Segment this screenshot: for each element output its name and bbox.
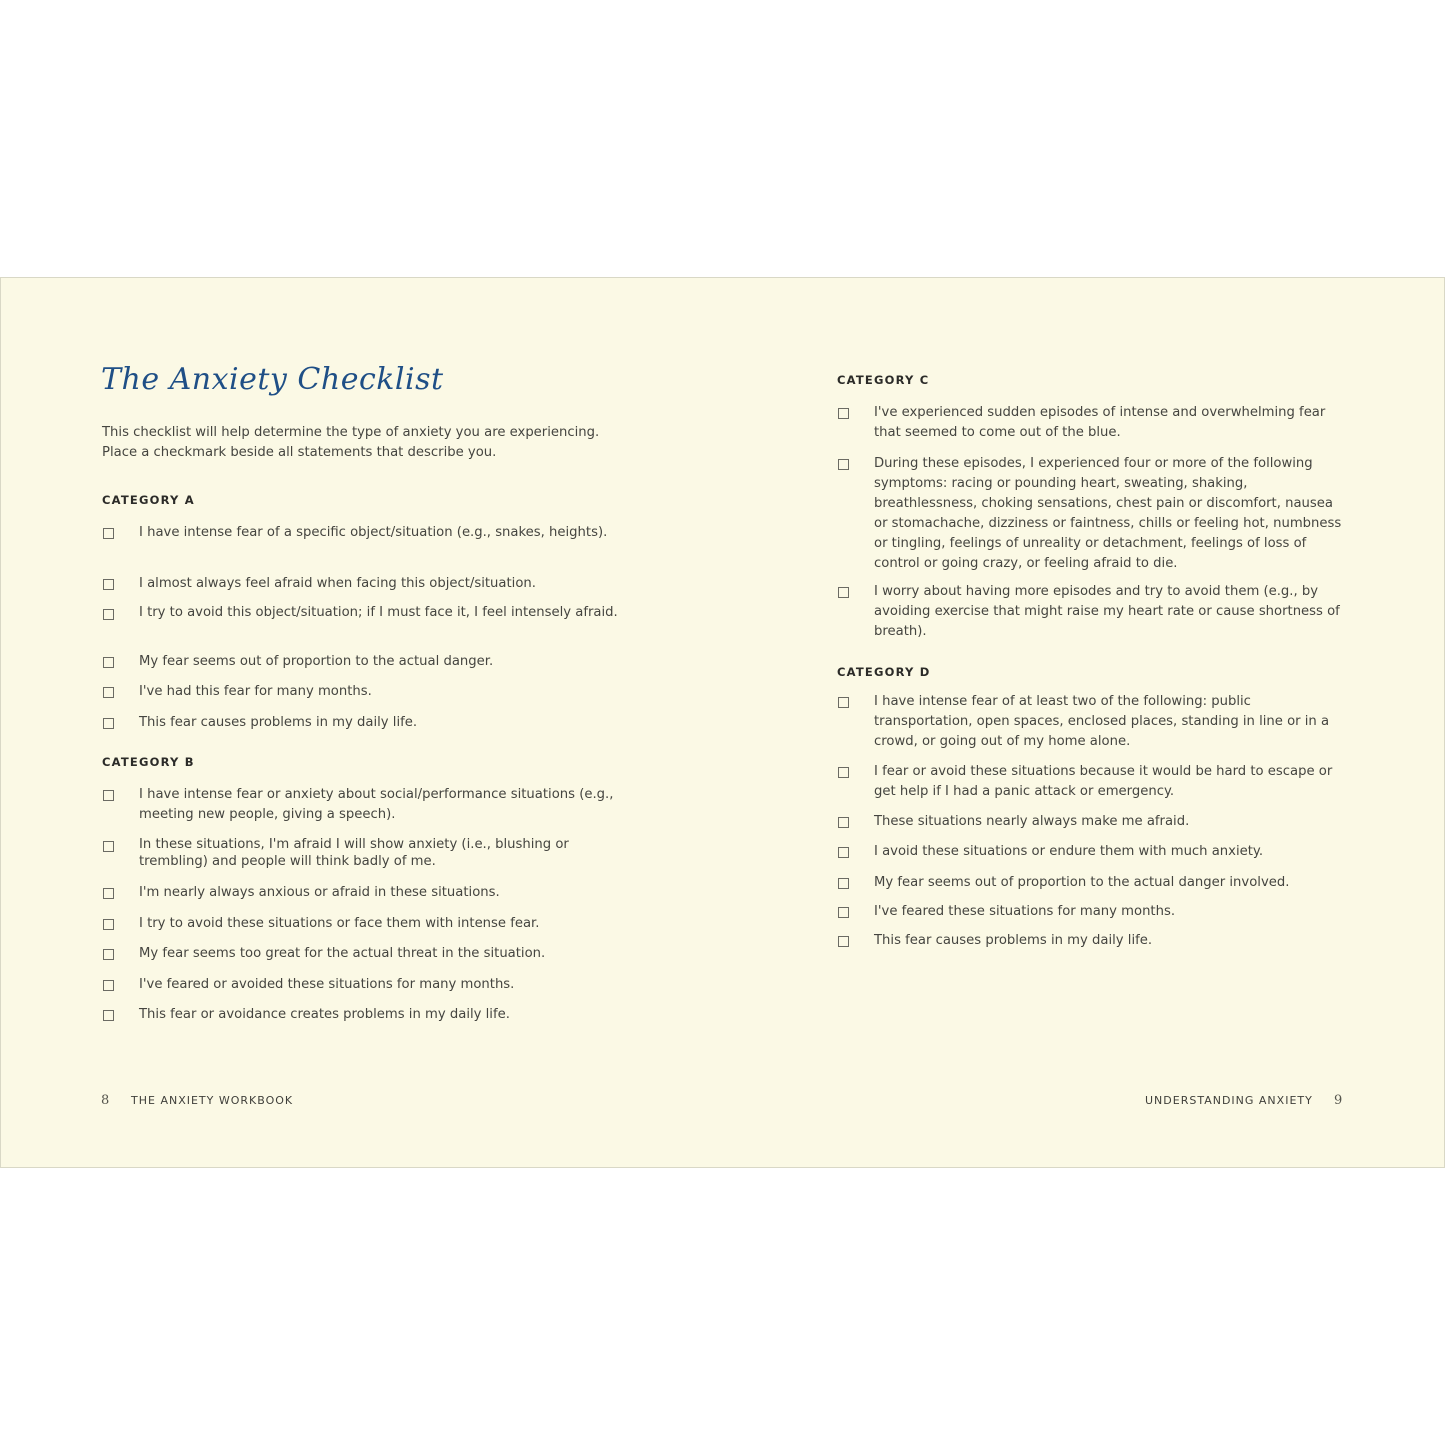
checkbox[interactable] — [103, 980, 114, 991]
checkbox[interactable] — [838, 408, 849, 419]
checkbox[interactable] — [103, 888, 114, 899]
item-text: My fear seems too great for the actual threat in the situation. — [139, 946, 546, 961]
checkbox[interactable] — [103, 579, 114, 590]
category-c-heading: CATEGORY C — [837, 373, 930, 387]
checkbox[interactable] — [838, 847, 849, 858]
checkbox[interactable] — [103, 1010, 114, 1021]
checkbox[interactable] — [103, 718, 114, 729]
checkbox[interactable] — [838, 936, 849, 947]
checkbox[interactable] — [838, 697, 849, 708]
item-text: I avoid these situations or endure them with much anxiety. — [874, 844, 1264, 859]
page-number-left: 8 — [101, 1093, 110, 1108]
item-text: My fear seems out of proportion to the actual danger. — [139, 654, 494, 669]
item-text: I worry about having more episodes and try to avoid them (e.g., by avoiding exercise that might raise my heart rate or cause shortness of breath). — [874, 584, 1340, 639]
item-text: I have intense fear of a specific object/situation (e.g., snakes, heights). — [139, 525, 608, 540]
item-text: I try to avoid this object/situation; if I must face it, I feel intensely afraid. — [139, 605, 618, 620]
item-text: This fear or avoidance creates problems in my daily life. — [139, 1007, 510, 1022]
running-head-left: THE ANXIETY WORKBOOK — [131, 1094, 294, 1107]
intro-paragraph: This checklist will help determine the type of anxiety you are experiencing. Place a checkmark beside all statements that describe you. — [102, 425, 600, 460]
item-text: I'm nearly always anxious or afraid in these situations. — [139, 885, 500, 900]
page-title: The Anxiety Checklist — [101, 362, 444, 397]
item-text: I almost always feel afraid when facing this object/situation. — [139, 576, 536, 591]
checkbox[interactable] — [838, 817, 849, 828]
item-text: I've had this fear for many months. — [139, 684, 372, 699]
category-a-heading: CATEGORY A — [102, 493, 195, 507]
checkbox[interactable] — [103, 657, 114, 668]
item-text: During these episodes, I experienced four or more of the following symptoms: racing or pounding heart, sweating, shaking, breathlessness, choking sensations, chest pain or discomfort, nausea or stomachache, dizziness or faintness, chills or feeling hot, numbness or tingling, feelings of unreality or detachment, feelings of loss of control or going crazy, or feeling afraid to die. — [874, 456, 1342, 571]
item-text: I've experienced sudden episodes of intense and overwhelming fear that seemed to come out of the blue. — [874, 405, 1326, 440]
checkbox[interactable] — [103, 841, 114, 852]
item-text: I try to avoid these situations or face them with intense fear. — [139, 916, 540, 931]
checkbox[interactable] — [838, 587, 849, 598]
item-text: My fear seems out of proportion to the actual danger involved. — [874, 875, 1290, 890]
item-text: This fear causes problems in my daily life. — [874, 933, 1153, 948]
item-text: I have intense fear or anxiety about social/performance situations (e.g., meeting new people, giving a speech). — [139, 787, 614, 822]
checkbox[interactable] — [103, 949, 114, 960]
running-head-right: UNDERSTANDING ANXIETY — [1145, 1094, 1313, 1107]
item-text: This fear causes problems in my daily life. — [139, 715, 418, 730]
item-text: In these situations, I'm afraid I will show anxiety (i.e., blushing or trembling) and people will think badly of me. — [139, 837, 569, 869]
checkbox[interactable] — [838, 907, 849, 918]
category-b-heading: CATEGORY B — [102, 755, 195, 769]
item-text: I fear or avoid these situations because it would be hard to escape or get help if I had a panic attack or emergency. — [874, 764, 1333, 799]
checkbox[interactable] — [103, 919, 114, 930]
item-text: I have intense fear of at least two of the following: public transportation, open spaces, enclosed places, standing in line or in a crowd, or going out of my home alone. — [874, 694, 1330, 749]
page-number-right: 9 — [1334, 1093, 1343, 1108]
checkbox[interactable] — [838, 767, 849, 778]
checkbox[interactable] — [838, 878, 849, 889]
category-d-heading: CATEGORY D — [837, 665, 931, 679]
checkbox[interactable] — [103, 790, 114, 801]
checkbox[interactable] — [838, 459, 849, 470]
item-text: I've feared these situations for many months. — [874, 904, 1176, 919]
item-text: I've feared or avoided these situations for many months. — [139, 977, 515, 992]
item-text: These situations nearly always make me afraid. — [874, 814, 1190, 829]
checkbox[interactable] — [103, 528, 114, 539]
checkbox[interactable] — [103, 609, 114, 620]
checkbox[interactable] — [103, 687, 114, 698]
